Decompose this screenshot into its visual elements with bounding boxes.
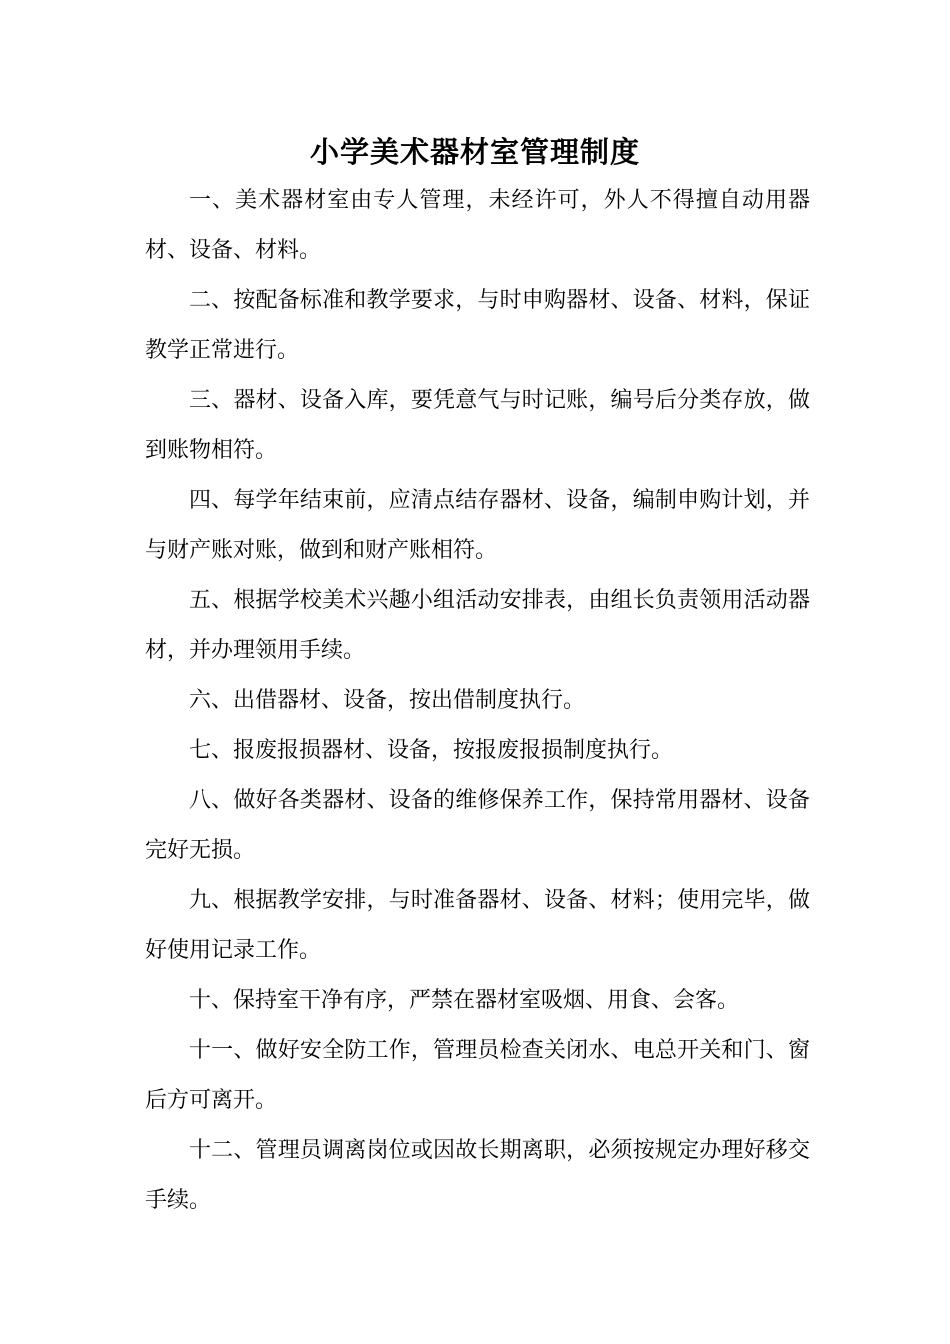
rule-paragraph-12: 十二、管理员调离岗位或因故长期离职，必须按规定办理好移交手续。 [145, 1138, 810, 1213]
rule-paragraph-5: 五、根据学校美术兴趣小组活动安排表，由组长负责领用活动器材，并办理领用手续。 [145, 588, 810, 663]
rule-paragraph-9: 九、根据教学安排，与时准备器材、设备、材料；使用完毕，做好使用记录工作。 [145, 888, 810, 963]
rule-paragraph-6: 六、出借器材、设备，按出借制度执行。 [189, 688, 586, 713]
rule-paragraph-1: 一、美术器材室由专人管理，未经许可，外人不得擅自动用器材、设备、材料。 [145, 188, 810, 263]
document-title: 小学美术器材室管理制度 [309, 135, 640, 169]
rule-paragraph-11: 十一、做好安全防工作，管理员检查关闭水、电总开关和门、窗后方可离开。 [145, 1038, 810, 1113]
rule-paragraph-7: 七、报废报损器材、设备，按报废报损制度执行。 [189, 738, 674, 763]
rule-paragraph-8: 八、做好各类器材、设备的维修保养工作，保持常用器材、设备完好无损。 [145, 788, 810, 863]
rule-paragraph-3: 三、器材、设备入库，要凭意气与时记账，编号后分类存放，做到账物相符。 [145, 388, 810, 463]
rule-paragraph-4: 四、每学年结束前，应清点结存器材、设备，编制申购计划，并与财产账对账，做到和财产账相符。 [145, 488, 810, 563]
rule-paragraph-10: 十、保持室干净有序，严禁在器材室吸烟、用食、会客。 [189, 988, 740, 1013]
document-body [145, 176, 810, 1226]
rule-paragraph-2: 二、按配备标准和教学要求，与时申购器材、设备、材料，保证教学正常进行。 [145, 288, 810, 363]
